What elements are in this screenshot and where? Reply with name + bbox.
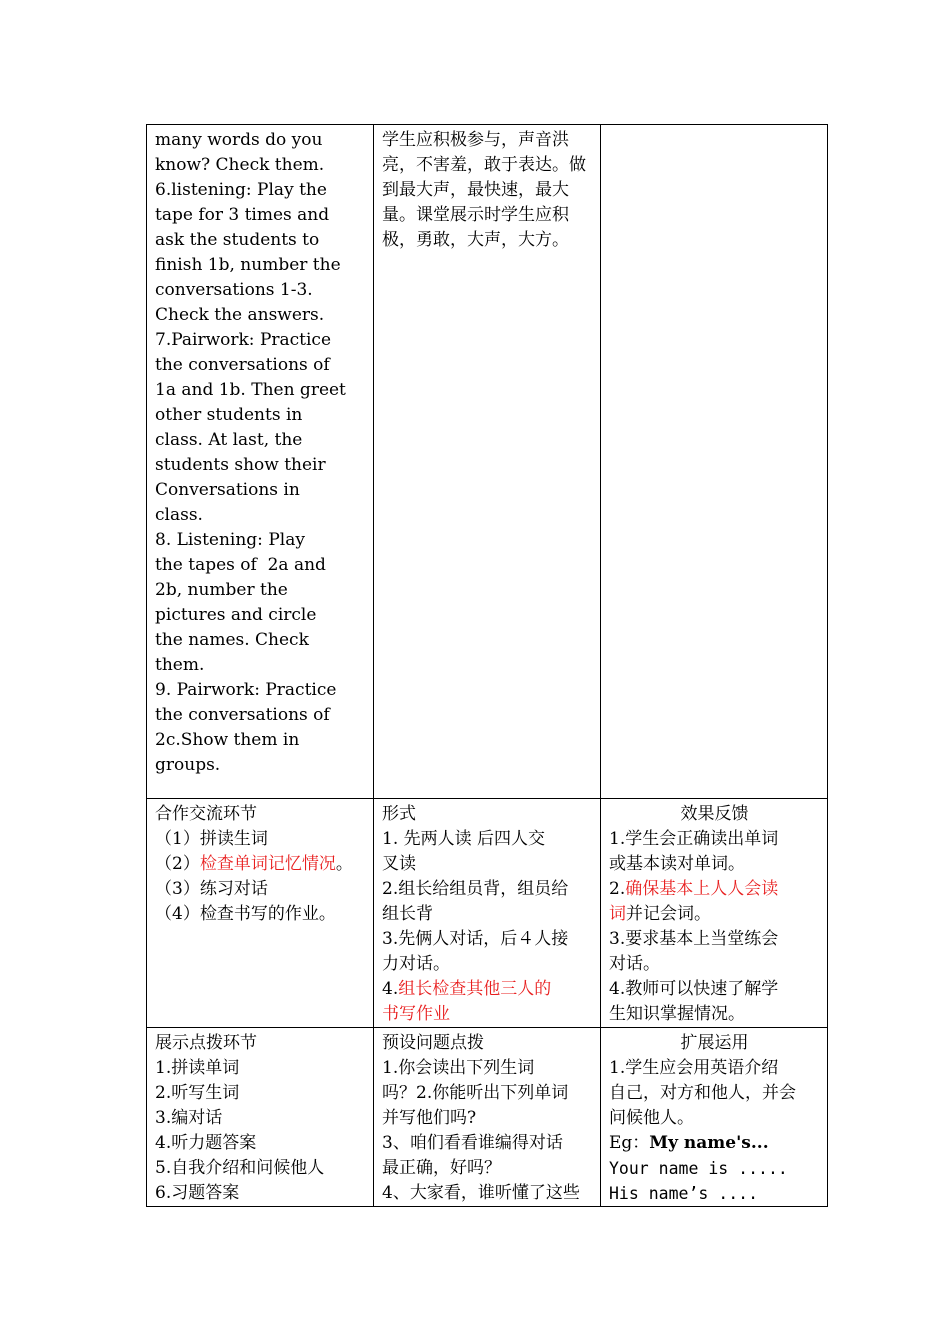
text-line: groups.: [155, 755, 221, 775]
feedback-cell: [601, 799, 828, 1028]
list-item: 4.听力题答案: [155, 1133, 257, 1153]
highlight-text: 书写作业: [382, 1004, 450, 1024]
text-line: 自己，对方和他人，并会: [609, 1083, 796, 1103]
text-line: 到最大声，最快速，最大: [382, 180, 569, 200]
list-item: （4）检查书写的作业。: [155, 904, 336, 924]
text-line: 4.教师可以快速了解学: [609, 979, 779, 999]
text-line: 2c.Show them in: [155, 730, 300, 750]
list-item: 3.编对话: [155, 1108, 223, 1128]
text-line: the tapes of 2a and: [155, 555, 326, 575]
text-line: 3、咱们看看谁编得对话: [382, 1133, 563, 1153]
text-line: pictures and circle: [155, 605, 317, 625]
text-line: 1.学生会正确读出单词: [609, 829, 779, 849]
text-line: ask the students to: [155, 230, 320, 250]
text-line: students show their: [155, 455, 326, 475]
table-row: [147, 1028, 828, 1207]
text-line: Your name is .....: [609, 1159, 788, 1178]
text-line: 极，勇敢，大声，大方。: [382, 230, 569, 250]
display-cell: [147, 1028, 374, 1207]
text-line: 对话。: [609, 954, 660, 974]
section-title: 预设问题点拨: [382, 1033, 484, 1053]
text-line: Check the answers.: [155, 305, 325, 325]
text-line: conversations 1-3.: [155, 280, 313, 300]
text-line: 量。课堂展示时学生应积: [382, 205, 569, 225]
cooperation-cell: [147, 799, 374, 1028]
list-item: （2）检查单词记忆情况。: [155, 854, 353, 874]
text-line: class. At last, the: [155, 430, 303, 450]
text-line: His name’s ....: [609, 1184, 759, 1203]
text-line: 1. 先两人读 后四人交: [382, 829, 546, 849]
list-item: 1.拼读单词: [155, 1058, 240, 1078]
text-line: 问候他人。: [609, 1108, 694, 1128]
text-line: many words do you: [155, 130, 323, 150]
text-line: 最正确，好吗？: [382, 1158, 501, 1178]
text-line: 吗？2.你能听出下列单词: [382, 1083, 569, 1103]
text-line: class.: [155, 505, 203, 525]
text-line: 或基本读对单词。: [609, 854, 745, 874]
list-item: （1）拼读生词: [155, 829, 268, 849]
text-line: 6.listening: Play the: [155, 180, 327, 200]
text-line: 2.组长给组员背，组员给: [382, 879, 569, 899]
list-item: 2.听写生词: [155, 1083, 240, 1103]
lesson-plan-table: [146, 124, 828, 1207]
text-line: 8. Listening: Play: [155, 530, 305, 550]
question-cell: [374, 1028, 601, 1207]
text-line: 4.组长检查其他三人的: [382, 979, 552, 999]
text-line: 1.你会读出下列生词: [382, 1058, 535, 1078]
requirement-cell: [374, 125, 601, 799]
highlight-text: 词: [609, 904, 626, 924]
text-line: finish 1b, number the: [155, 255, 341, 275]
text-line: 1.学生应会用英语介绍: [609, 1058, 779, 1078]
text-line: the conversations of: [155, 705, 330, 725]
text-line: 2.确保基本上人人会读: [609, 879, 779, 899]
example-text: My name's...: [649, 1133, 769, 1153]
text-line: Conversations in: [155, 480, 300, 500]
extension-cell: [601, 1028, 828, 1207]
text-line: 叉读: [382, 854, 416, 874]
text-line: 并写他们吗?: [382, 1108, 477, 1128]
section-title: 效果反馈: [680, 804, 749, 824]
table-row: [147, 125, 828, 799]
text-line: 亮，不害羞，敢于表达。做: [382, 155, 586, 175]
text-line: 4、大家看，谁听懂了这些: [382, 1183, 580, 1203]
text-line: 3.先俩人对话，后４人接: [382, 929, 569, 949]
text-line: tape for 3 times and: [155, 205, 330, 225]
text-line: the names. Check: [155, 630, 309, 650]
text-line: 2b, number the: [155, 580, 288, 600]
text-line: 词并记会词。: [609, 904, 711, 924]
section-title: 扩展运用: [680, 1033, 749, 1053]
text-line: 3.要求基本上当堂练会: [609, 929, 779, 949]
text-line: know? Check them.: [155, 155, 325, 175]
text-line: 组长背: [382, 904, 433, 924]
text-line: 1a and 1b. Then greet: [155, 380, 346, 400]
text-line: 力对话。: [382, 954, 450, 974]
procedure-cell: [147, 125, 374, 799]
table-row: [147, 799, 828, 1028]
form-cell: [374, 799, 601, 1028]
highlight-text: 组长检查其他三人的: [398, 979, 552, 999]
list-item: 6.习题答案: [155, 1183, 240, 1203]
highlight-text: 检查单词记忆情况: [199, 854, 336, 874]
text-line: 7.Pairwork: Practice: [155, 330, 332, 350]
text-line: other students in: [155, 405, 303, 425]
section-title: 形式: [382, 804, 416, 824]
text-line: 生知识掌握情况。: [609, 1004, 745, 1024]
text-line: the conversations of: [155, 355, 330, 375]
empty-cell: [601, 125, 828, 799]
section-title: 展示点拨环节: [155, 1033, 257, 1053]
list-item: 5.自我介绍和问候他人: [155, 1158, 325, 1178]
text-line: 9. Pairwork: Practice: [155, 680, 337, 700]
text-line: Eg：My name's...: [609, 1133, 769, 1153]
highlight-text: 确保基本上人人会读: [625, 879, 779, 899]
section-title: 合作交流环节: [155, 804, 257, 824]
text-line: 学生应积极参与，声音洪: [382, 130, 569, 150]
text-line: them.: [155, 655, 205, 675]
list-item: （3）练习对话: [155, 879, 268, 899]
